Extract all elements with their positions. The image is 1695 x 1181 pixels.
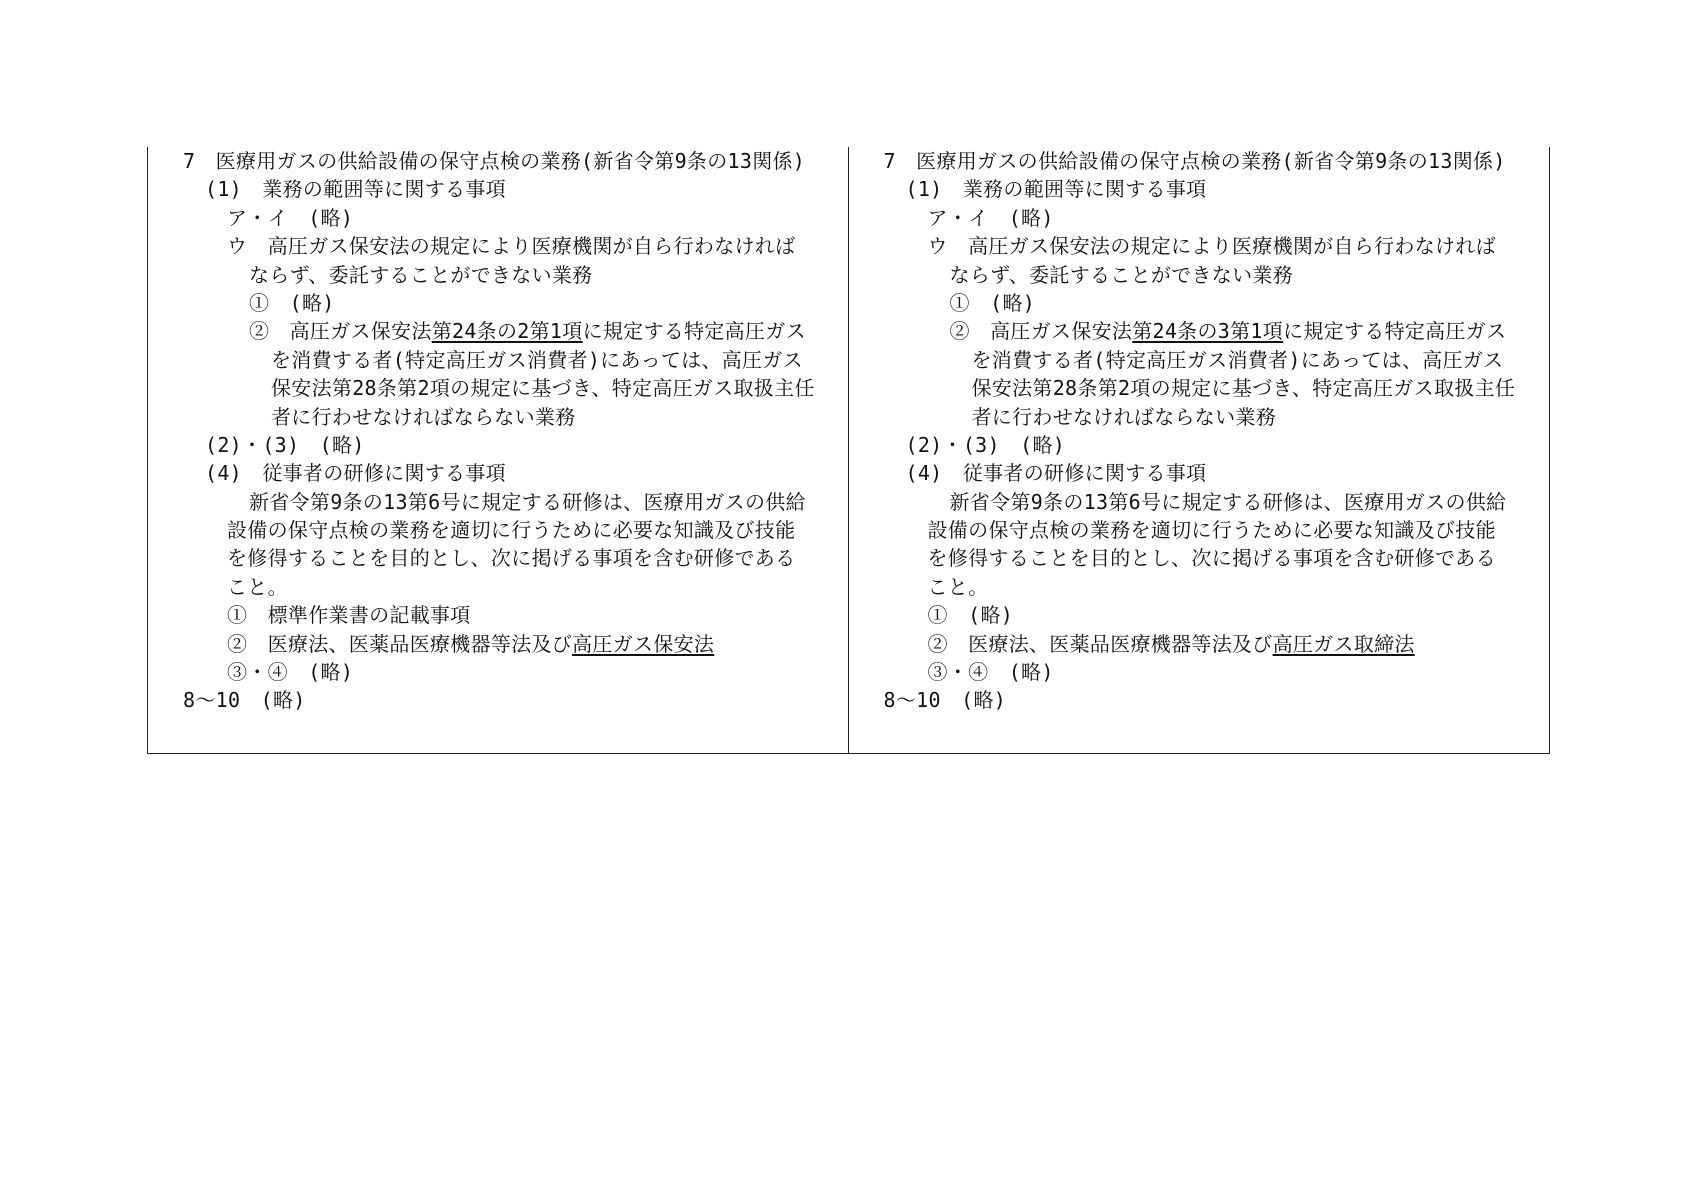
section-heading: 8～10 (略) (183, 688, 306, 713)
underlined-amendment: 高圧ガス保安法 (572, 631, 715, 656)
list-item: ① (略) (927, 603, 1014, 628)
paragraph-line: 設備の保守点検の業務を適切に行うために必要な知識及び技能 (927, 518, 1496, 543)
text-segment: に規定する特定高圧ガス (1283, 319, 1507, 344)
list-item-continuation: ならず、委託することができない業務 (249, 262, 593, 287)
list-item: ① (略) (949, 290, 1036, 315)
subsection-heading: (2)・(3) (略) (905, 432, 1066, 457)
left-column (148, 147, 849, 753)
section-heading: 7 医療用ガスの供給設備の保守点検の業務(新省令第9条の13関係) (883, 149, 1506, 173)
right-column (849, 147, 1550, 753)
text-segment: ② 高圧ガス保安法 (949, 319, 1133, 344)
right-column-text (884, 147, 1544, 715)
subsection-heading: (2)・(3) (略) (205, 432, 365, 457)
list-item: ウ 高圧ガス保安法の規定により医療機関が自ら行わなければ (927, 234, 1496, 259)
underlined-amendment: 高圧ガス取締法 (1272, 631, 1415, 656)
left-column-text (183, 147, 843, 715)
subsection-heading: (4) 従事者の研修に関する事項 (205, 461, 506, 486)
list-item-continuation: 保安法第28条第2項の規定に基づき、特定高圧ガス取扱主任 (271, 376, 815, 401)
underlined-amendment: 第24条の2第1項 (431, 319, 583, 344)
paragraph-line: 新省令第9条の13第6号に規定する研修は、医療用ガスの供給 (949, 489, 1507, 514)
subsection-heading: (1) 業務の範囲等に関する事項 (205, 177, 506, 202)
list-item: ウ 高圧ガス保安法の規定により医療機関が自ら行わなければ (227, 234, 796, 259)
list-item-continuation: を消費する者(特定高圧ガス消費者)にあっては、高圧ガス (271, 347, 803, 372)
list-item: ① (略) (249, 290, 335, 315)
text-segment: ② 医療法、医薬品医療機器等法及び (227, 631, 573, 656)
section-heading: 8～10 (略) (883, 688, 1007, 713)
paragraph-line: こと。 (927, 574, 989, 599)
list-item (183, 630, 843, 658)
paragraph-line: を修得することを目的とし、次に掲げる事項を含む研修である (227, 546, 796, 571)
subsection-heading: (4) 従事者の研修に関する事項 (905, 461, 1207, 486)
list-item: ③・④ (略) (927, 660, 1054, 685)
paragraph-line: 設備の保守点検の業務を適切に行うために必要な知識及び技能 (227, 518, 796, 543)
comparison-table (147, 147, 1550, 754)
subsection-heading: (1) 業務の範囲等に関する事項 (905, 177, 1207, 202)
list-item (183, 317, 843, 345)
text-segment: に規定する特定高圧ガス (582, 319, 806, 344)
text-segment: ② 高圧ガス保安法 (249, 319, 432, 344)
paragraph-line: を修得することを目的とし、次に掲げる事項を含む研修である (927, 546, 1496, 571)
list-item-continuation: ならず、委託することができない業務 (949, 262, 1293, 287)
list-item (884, 317, 1544, 345)
list-item (884, 630, 1544, 658)
list-item: ア・イ (略) (927, 205, 1054, 230)
list-item: ③・④ (略) (227, 660, 354, 685)
text-segment: ② 医療法、医薬品医療機器等法及び (927, 631, 1273, 656)
list-item-continuation: 者に行わせなければならない業務 (271, 404, 576, 429)
list-item-continuation: 保安法第28条第2項の規定に基づき、特定高圧ガス取扱主任 (971, 376, 1516, 401)
paragraph-line: 新省令第9条の13第6号に規定する研修は、医療用ガスの供給 (249, 489, 806, 514)
paragraph-line: こと。 (227, 574, 288, 599)
section-heading: 7 医療用ガスの供給設備の保守点検の業務(新省令第9条の13関係) (183, 149, 806, 173)
list-item-continuation: を消費する者(特定高圧ガス消費者)にあっては、高圧ガス (971, 347, 1504, 372)
list-item: ア・イ (略) (227, 205, 354, 230)
underlined-amendment: 第24条の3第1項 (1132, 319, 1284, 344)
list-item-continuation: 者に行わせなければならない業務 (971, 404, 1276, 429)
list-item: ① 標準作業書の記載事項 (227, 603, 471, 628)
